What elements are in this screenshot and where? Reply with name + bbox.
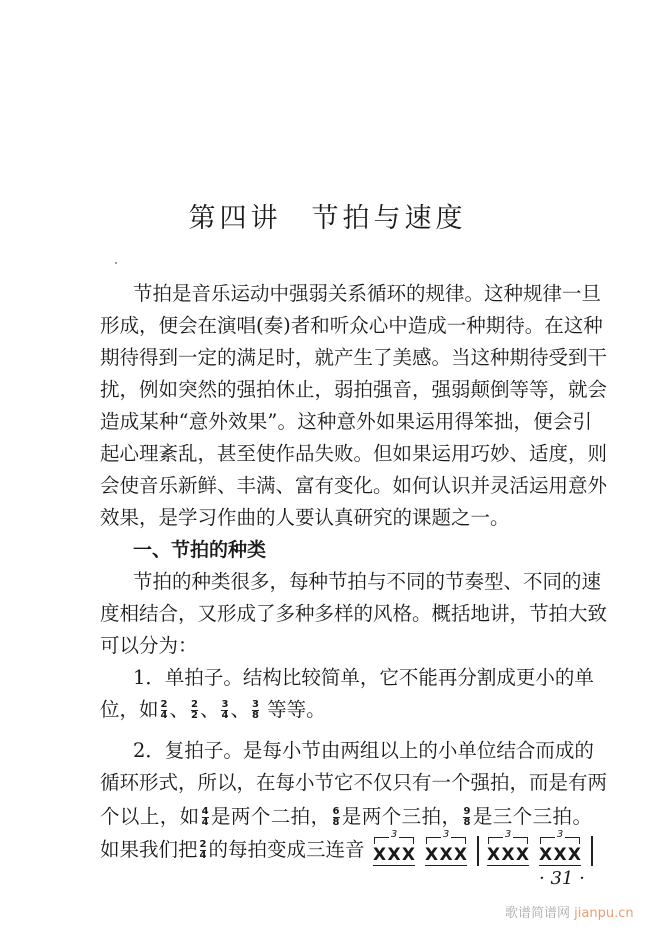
triplet-group: 3 X X X — [487, 829, 529, 865]
paragraph-line: 可以分为： — [100, 634, 198, 657]
scan-speck — [115, 262, 117, 264]
time-signature: $\frac{3}{8}$ — [251, 699, 259, 721]
time-signature: $\frac{4}{4}$ — [201, 806, 209, 828]
item1-examples — [100, 698, 592, 722]
paragraph-line: 会使音乐新鲜、丰满、富有变化。如何认识并灵活运用意外 — [100, 474, 608, 497]
title-part2: 节拍与速度 — [311, 203, 467, 234]
watermark — [505, 902, 634, 921]
bar-line — [477, 836, 479, 866]
paragraph-line: 造成某种“意外效果”。这种意外如果运用得笨拙，便会引 — [100, 410, 592, 433]
time-signature: $\frac{6}{8}$ — [332, 806, 340, 828]
text: 位，如 — [100, 698, 159, 721]
paragraph-line: 形成，便会在演唱(奏)者和听众心中造成一种期待。在这种 — [100, 314, 603, 337]
paragraph-line: 起心理紊乱，甚至使作品失败。但如果运用巧妙、适度，则 — [100, 442, 608, 465]
text: 是三个三拍。 — [472, 805, 592, 828]
triplet-group: 3 X X X — [373, 829, 415, 865]
triplet-group: 3 X X X — [539, 829, 581, 865]
paragraph-line: 节拍的种类很多，每种节拍与不同的节奏型、不同的速 — [133, 570, 602, 593]
paragraph-line: 节拍是音乐运动中强弱关系循环的规律。这种规律一旦 — [133, 282, 602, 305]
section-heading: 一、节拍的种类 — [133, 539, 267, 561]
watermark-text: 歌谱简谱网 — [505, 906, 571, 921]
text: 、 — [230, 698, 250, 721]
paragraph-line: 扰，例如突然的强拍休止，弱拍强音，强弱颠倒等等，就会 — [100, 378, 608, 401]
text: 、 — [169, 698, 189, 721]
triplet-rhythm-notation — [373, 816, 601, 866]
time-signature: $\frac{2}{4}$ — [199, 839, 207, 861]
time-signature: $\frac{3}{4}$ — [221, 699, 229, 721]
title-part1: 第四讲 — [188, 203, 282, 234]
chapter-title — [0, 196, 655, 235]
text: 如果我们把 — [100, 838, 198, 861]
text: 的每拍变成三连音 — [208, 838, 365, 861]
paragraph-line: 度相结合，又形成了多种多样的风格。概括地讲，节拍大致 — [100, 602, 608, 625]
item2-triplet-line — [100, 838, 380, 862]
item1-line: 1．单拍子。结构比较简单，它不能再分割成更小的单 — [133, 666, 594, 689]
bar-line — [591, 836, 593, 866]
text: 个以上，如 — [100, 805, 200, 828]
triplet-group: 3 X X X — [425, 829, 467, 865]
item2-line: 循环形式，所以，在每小节它不仅只有一个强拍，而是有两 — [100, 771, 608, 794]
text: 是两个二拍， — [210, 805, 331, 828]
time-signature: $\frac{2}{2}$ — [191, 699, 198, 721]
page-number: · 31 · — [539, 868, 585, 889]
time-signature: $\frac{9}{8}$ — [463, 806, 471, 828]
paragraph-line: 效果，是学习作曲的人要认真研究的课题之一。 — [100, 506, 510, 529]
text: 、 — [199, 698, 220, 721]
item2-line: 2．复拍子。是每小节由两组以上的小单位结合而成的 — [133, 739, 594, 762]
time-signature: $\frac{2}{4}$ — [160, 699, 168, 721]
watermark-url: jianpu.cn — [574, 906, 634, 921]
paragraph-line: 期待得到一定的满足时，就产生了美感。当这种期待受到干 — [100, 346, 608, 369]
text: 是两个三拍， — [341, 805, 462, 828]
text: 等等。 — [267, 698, 326, 721]
